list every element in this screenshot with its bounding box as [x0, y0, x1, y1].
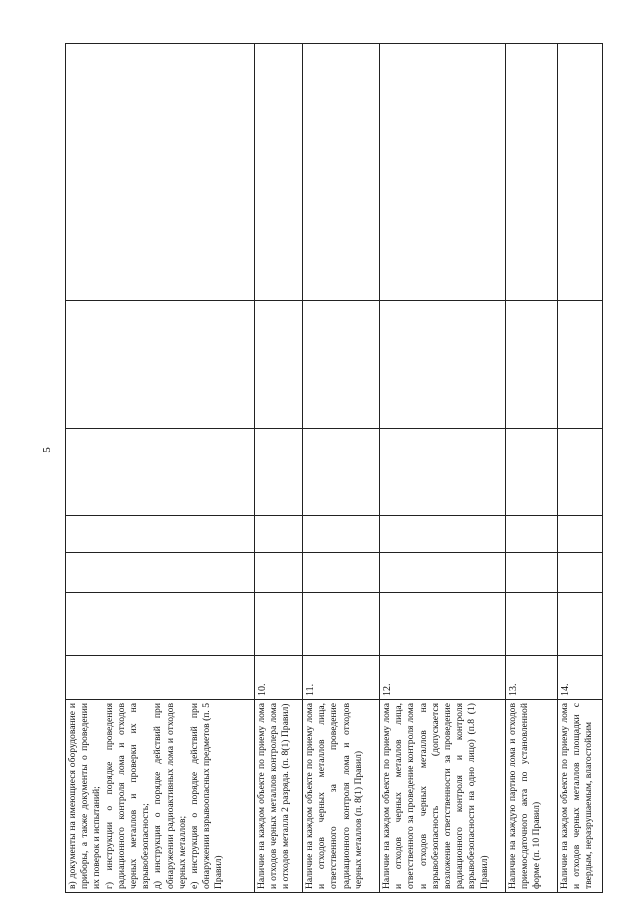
answer-cell: [506, 593, 558, 656]
table-row: [303, 44, 380, 893]
table-row: [255, 44, 303, 893]
answer-cell: [66, 516, 255, 553]
answer-cell: [66, 593, 255, 656]
answer-cell: [558, 593, 603, 656]
answer-cell: [255, 429, 303, 516]
answer-cell: [66, 429, 255, 516]
row-number: 14.: [558, 656, 603, 700]
requirement-cell: Наличие на каждом объекте по приему лома и отходов черных металлов контролера лома и отходов металла 2 разряда. (п. 8(1) Правил): [255, 700, 303, 893]
answer-cell: [66, 301, 255, 429]
requirement-item: е) инструкция о порядке действий при обнаружении взрывоопасных предметов (п. 5 Правил): [189, 702, 225, 889]
row-number: [66, 656, 255, 700]
requirement-cell: Наличие на каждом объекте по приему лома и отходов черных металлов лица, ответственного за проведение радиационного контроля лома и отходов черных металлов (п. 8(1) Правил): [303, 700, 380, 893]
answer-cell: [380, 301, 506, 429]
answer-cell: [558, 44, 603, 301]
answer-cell: [558, 301, 603, 429]
answer-cell: [558, 429, 603, 516]
row-number: 13.: [506, 656, 558, 700]
checklist-table-container: [65, 44, 602, 893]
requirement-item: д) инструкция о порядке действий при обнаружении радиоактивных лома и отходов черных металлов;: [152, 703, 188, 889]
answer-cell: [303, 553, 380, 593]
answer-cell: [558, 553, 603, 593]
answer-cell: [66, 44, 255, 301]
answer-cell: [303, 593, 380, 656]
table-row: [66, 44, 255, 893]
answer-cell: [255, 516, 303, 553]
requirement-cell: Наличие на каждом объекте по приему лома и отходов черных металлов площадки с твердым, неразрушаемым, влагостойким: [558, 700, 603, 893]
answer-cell: [506, 516, 558, 553]
row-number: 11.: [303, 656, 380, 700]
row-number: 10.: [255, 656, 303, 700]
requirement-item: г) инструкции о порядке проведения радиационного контроля лома и отходов черных металлов и проверки их на взрывобезопасность;: [103, 703, 152, 889]
answer-cell: [506, 429, 558, 516]
requirement-cell: Наличие на каждую партию лома и отходов приемосдаточного акта по установленной форме (п. 10 Правил): [506, 700, 558, 893]
answer-cell: [255, 44, 303, 301]
requirement-item: в) документы на имеющиеся оборудование и приборы, а также документы о проведении их поверок и испытаний;: [67, 703, 103, 889]
answer-cell: [506, 553, 558, 593]
answer-cell: [303, 429, 380, 516]
answer-cell: [380, 44, 506, 301]
answer-cell: [380, 553, 506, 593]
answer-cell: [255, 553, 303, 593]
answer-cell: [303, 44, 380, 301]
answer-cell: [66, 553, 255, 593]
answer-cell: [506, 44, 558, 301]
answer-cell: [255, 593, 303, 656]
answer-cell: [380, 516, 506, 553]
row-number: 12.: [380, 656, 506, 700]
table-row: [506, 44, 558, 893]
answer-cell: [303, 516, 380, 553]
checklist-table: [65, 43, 603, 893]
answer-cell: [380, 429, 506, 516]
answer-cell: [380, 593, 506, 656]
answer-cell: [255, 301, 303, 429]
answer-cell: [558, 516, 603, 553]
requirement-cell: Наличие на каждом объекте по приему лома и отходов черных металлов лица, ответственного за проведение контроля лома и отходов черных металлов на взрывобезопасность (допускается возложение ответственности за проведение радиационного контроля и контроля взрывобезопасности на одно лицо) (п.8 (1) Правил): [380, 700, 506, 893]
page-number: 5: [40, 447, 53, 453]
table-row: [558, 44, 603, 893]
requirement-cell: [66, 700, 255, 893]
table-row: [380, 44, 506, 893]
answer-cell: [506, 301, 558, 429]
answer-cell: [303, 301, 380, 429]
